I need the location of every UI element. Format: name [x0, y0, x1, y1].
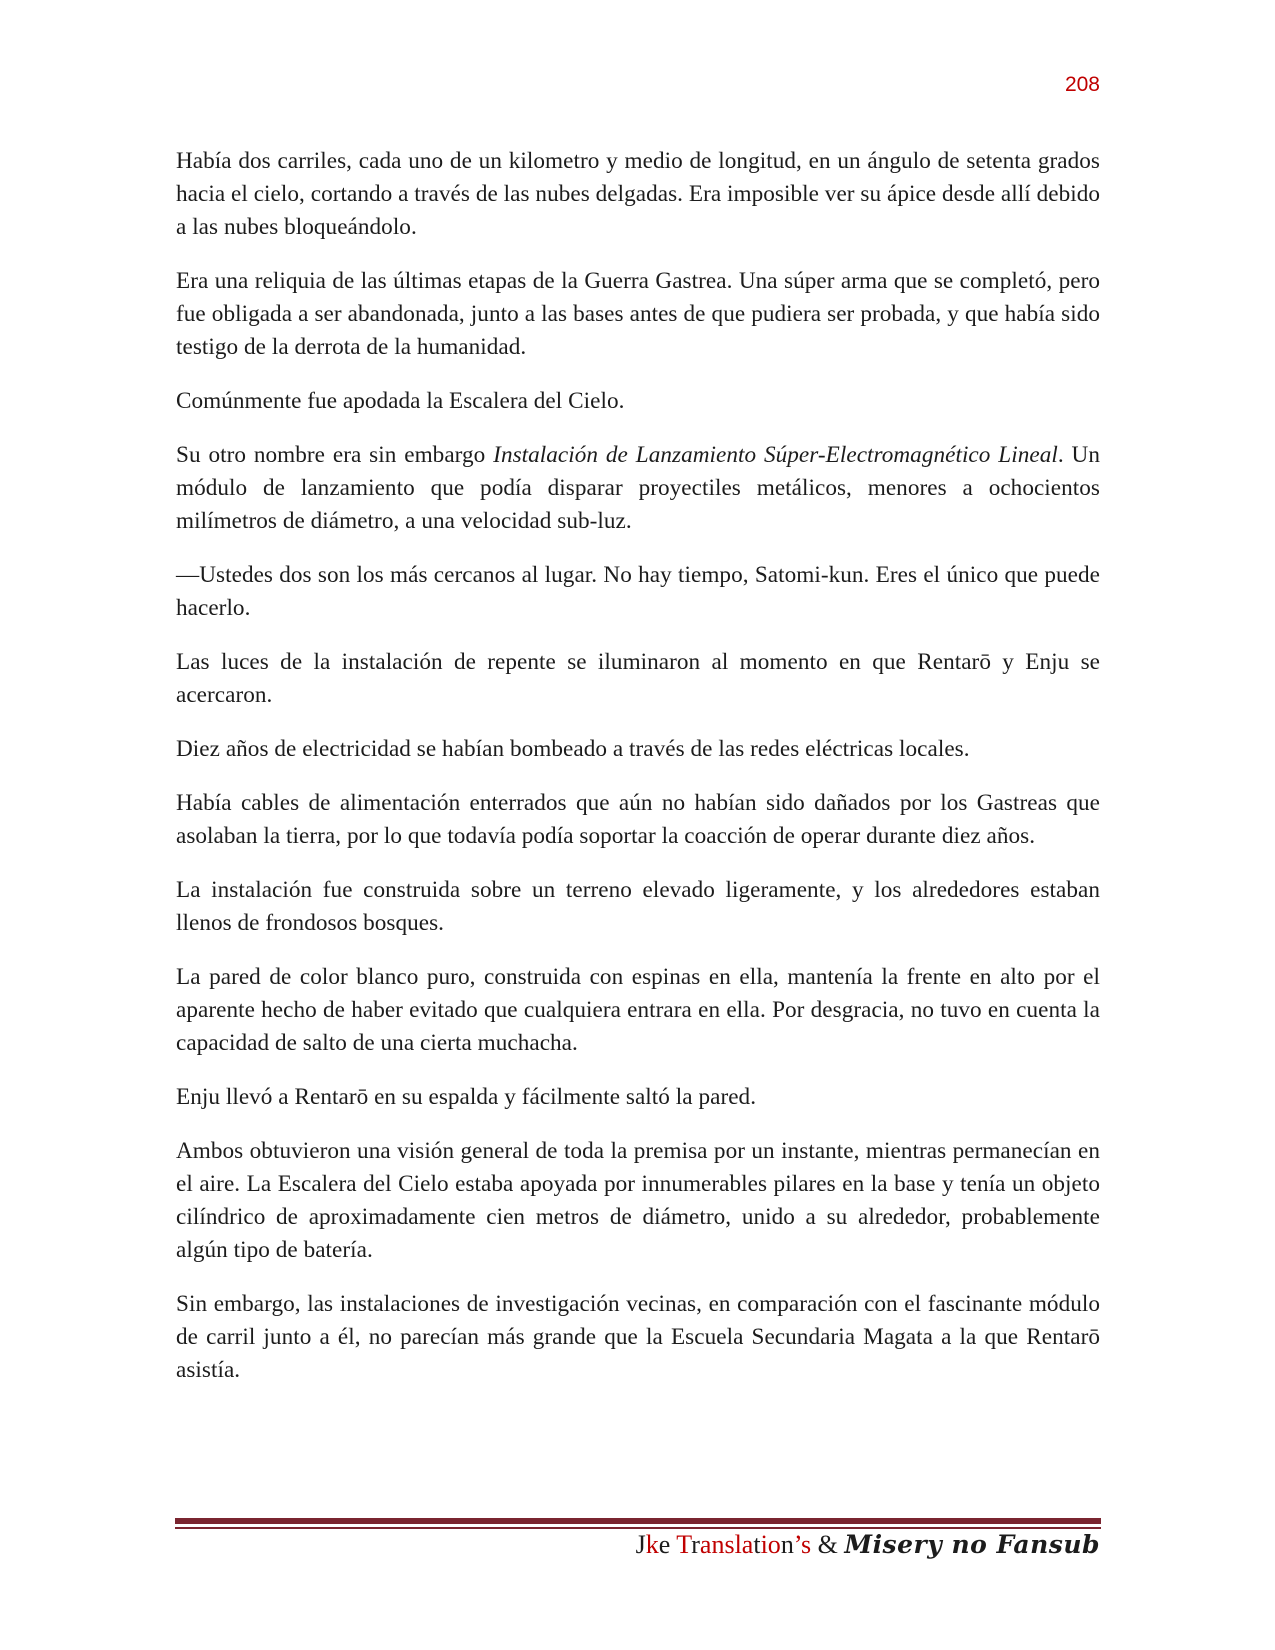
paragraph: Había cables de alimentación enterrados que aún no habían sido dañados por los Gastreas que asolaban la tierra, por lo que todavía podía soportar la coacción de operar durante diez años.: [176, 790, 1100, 849]
footer-text: T: [676, 1530, 692, 1559]
footer-text: t: [753, 1530, 761, 1559]
footer-text: &: [811, 1530, 845, 1559]
footer-credit: [560, 1530, 1100, 1560]
paragraph: Era una reliquia de las últimas etapas de la Guerra Gastrea. Una súper arma que se completó, pero fue obligada a ser abandonada, junto a las bases antes de que pudiera ser probada, y que había sido testigo de la derrota de la humanidad.: [176, 268, 1100, 360]
footer-text: r: [691, 1530, 700, 1559]
body-text: [176, 145, 1100, 1408]
italic-term: Instalación de Lanzamiento Súper-Electromagnético Lineal: [493, 442, 1058, 468]
footer-text: io: [760, 1530, 781, 1559]
paragraph-text: . Un módulo de lanzamiento que podía disparar proyectiles metálicos, menores a ochocientos milímetros de diámetro, a una velocidad sub-luz.: [176, 442, 1100, 534]
footer-text: J: [635, 1530, 646, 1559]
footer-script-text: Misery no Fansub: [844, 1530, 1100, 1559]
paragraph: Ambos obtuvieron una visión general de toda la premisa por un instante, mientras permanecían en el aire. La Escalera del Cielo estaba apoyada por innumerables pilares en la base y tenía un objeto cilíndrico de aproximadamente cien metros de diámetro, unido a su alrededor, probablemente algún tipo de batería.: [176, 1138, 1100, 1263]
paragraph: La pared de color blanco puro, construida con espinas en ella, mantenía la frente en alto por el aparente hecho de haber evitado que cualquiera entrara en ella. Por desgracia, no tuvo en cuenta la capacidad de salto de una cierta muchacha.: [176, 964, 1100, 1056]
footer-text: ansla: [699, 1530, 754, 1559]
paragraph: Sin embargo, las instalaciones de investigación vecinas, en comparación con el fascinante módulo de carril junto a él, no parecían más grande que la Escuela Secundaria Magata a la que Rentarō asistía.: [176, 1291, 1100, 1383]
footer-rule: [175, 1518, 1101, 1524]
paragraph: —Ustedes dos son los más cercanos al lugar. No hay tiempo, Satomi-kun. Eres el único que puede hacerlo.: [176, 562, 1100, 621]
footer-text: k: [645, 1530, 659, 1559]
paragraph: Diez años de electricidad se habían bombeado a través de las redes eléctricas locales.: [176, 736, 970, 762]
paragraph: Las luces de la instalación de repente se iluminaron al momento en que Rentarō y Enju se acercaron.: [176, 649, 1100, 708]
paragraph: Enju llevó a Rentarō en su espalda y fácilmente saltó la pared.: [176, 1084, 757, 1110]
footer-rule-thin: [175, 1527, 1101, 1529]
paragraph-text: Su otro nombre era sin embargo: [176, 442, 494, 468]
paragraph: Comúnmente fue apodada la Escalera del Cielo.: [176, 388, 625, 414]
footer-text: n: [780, 1530, 794, 1559]
footer-text: ’s: [793, 1530, 812, 1559]
page-number: 208: [1064, 73, 1100, 96]
paragraph: Había dos carriles, cada uno de un kilometro y medio de longitud, en un ángulo de setenta grados hacia el cielo, cortando a través de las nubes delgadas. Era imposible ver su ápice desde allí debido a las nubes bloqueándolo.: [176, 148, 1100, 240]
paragraph: [176, 439, 1100, 538]
paragraph: La instalación fue construida sobre un terreno elevado ligeramente, y los alrededores estaban llenos de frondosos bosques.: [176, 877, 1100, 936]
footer-text: e: [658, 1530, 677, 1559]
